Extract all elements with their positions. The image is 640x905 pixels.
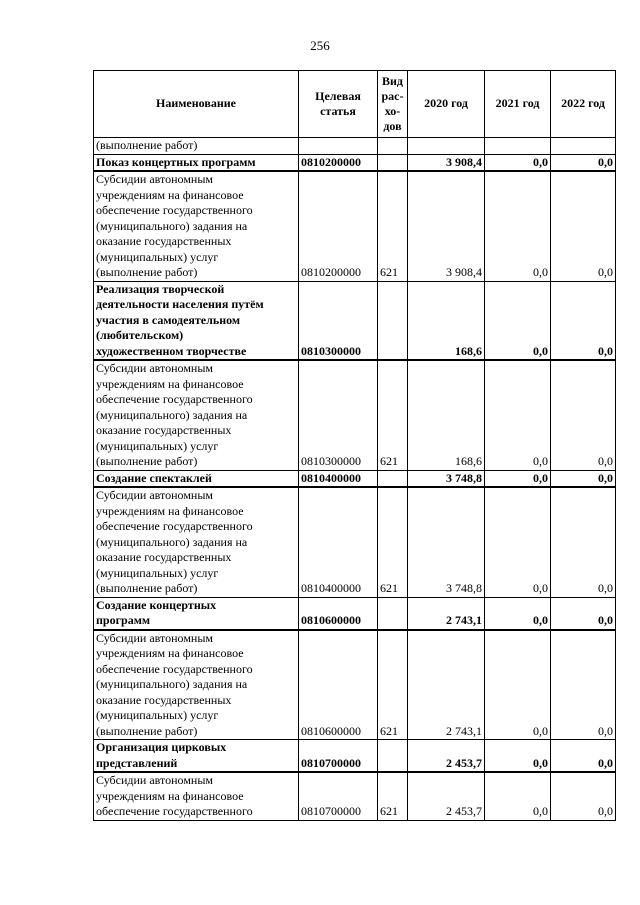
section-row <box>94 154 616 171</box>
cell-name <box>94 487 299 597</box>
cell-name-line: оказание государственных <box>96 423 232 437</box>
cell-kind <box>378 281 408 360</box>
table-row <box>94 138 616 155</box>
cell-2020: 3 908,4 <box>408 154 485 171</box>
page-number: 256 <box>310 38 330 53</box>
cell-name-line: (выполнение работ) <box>96 265 198 279</box>
cell-name-line: (выполнение работ) <box>96 581 198 595</box>
cell-kind <box>378 597 408 630</box>
cell-name-line: обеспечение государственного <box>96 519 253 533</box>
cell-2021 <box>485 138 551 155</box>
column-header-kind-line: Вид <box>382 74 403 88</box>
cell-name-line: деятельности населения путём <box>96 297 264 311</box>
table-row <box>94 630 616 740</box>
cell-kind: 621 <box>378 630 408 740</box>
cell-name-line: обеспечение государственного <box>96 661 253 676</box>
cell-name <box>94 630 299 740</box>
cell-kind <box>378 138 408 155</box>
cell-2022: 0,0 <box>551 360 616 470</box>
cell-2022: 0,0 <box>551 630 616 740</box>
cell-name <box>94 138 299 155</box>
cell-target: 0810200000 <box>299 154 378 171</box>
cell-name-line: (выполнение работ) <box>96 454 198 468</box>
section-row <box>94 597 616 630</box>
budget-table <box>93 70 616 821</box>
cell-name-line: Субсидии автономным <box>96 361 213 375</box>
table-row <box>94 171 616 281</box>
table-header-row <box>94 71 616 138</box>
cell-name-line: Организация цирковых <box>96 740 227 754</box>
cell-name-line: (муниципального) задания на <box>96 407 248 422</box>
cell-name-line: (выполнение работ) <box>96 138 198 152</box>
cell-name-line: (муниципального) задания на <box>96 534 248 549</box>
cell-2022: 0,0 <box>551 154 616 171</box>
column-header-kind-line: рас- <box>381 89 404 103</box>
cell-target: 0810700000 <box>299 740 378 773</box>
cell-2022: 0,0 <box>551 772 616 820</box>
cell-2020: 168,6 <box>408 281 485 360</box>
cell-name <box>94 281 299 360</box>
cell-name <box>94 360 299 470</box>
cell-name-line: учреждениям на финансовое <box>96 646 244 660</box>
cell-name-line: (муниципальных) услуг <box>96 438 219 453</box>
cell-name-line: представлений <box>96 755 178 770</box>
cell-name-line: обеспечение государственного <box>96 203 253 217</box>
cell-name-line: Субсидии автономным <box>96 630 213 645</box>
cell-name-line: учреждениям на финансовое <box>96 788 244 803</box>
cell-name-line: оказание государственных <box>96 692 232 707</box>
cell-name-line: участия в самодеятельном <box>96 312 241 327</box>
cell-kind <box>378 154 408 171</box>
column-header-2021: 2021 год <box>485 71 551 138</box>
cell-2020: 168,6 <box>408 360 485 470</box>
table-row <box>94 487 616 597</box>
table-body <box>94 138 616 821</box>
cell-2020: 3 748,8 <box>408 470 485 487</box>
cell-2021: 0,0 <box>485 487 551 597</box>
cell-target: 0810300000 <box>299 281 378 360</box>
table-row <box>94 772 616 820</box>
section-row <box>94 740 616 773</box>
cell-target: 0810600000 <box>299 597 378 630</box>
cell-name-line: (любительском) <box>96 328 184 342</box>
column-header-2020: 2020 год <box>408 71 485 138</box>
cell-2021: 0,0 <box>485 281 551 360</box>
cell-2020: 3 748,8 <box>408 487 485 597</box>
cell-2020: 2 453,7 <box>408 740 485 773</box>
cell-name-line: обеспечение государственного <box>96 804 253 818</box>
cell-kind: 621 <box>378 360 408 470</box>
column-header-kind-line: дов <box>383 119 402 133</box>
cell-target: 0810600000 <box>299 630 378 740</box>
cell-target: 0810300000 <box>299 360 378 470</box>
column-header-2022: 2022 год <box>551 71 616 138</box>
column-header-target: Целевая статья <box>299 71 378 138</box>
cell-name-line: Реализация творческой <box>96 281 225 296</box>
cell-name-line: Субсидии автономным <box>96 488 213 502</box>
cell-target: 0810400000 <box>299 487 378 597</box>
cell-target: 0810200000 <box>299 171 378 281</box>
cell-kind <box>378 470 408 487</box>
cell-name <box>94 171 299 281</box>
cell-2022: 0,0 <box>551 281 616 360</box>
cell-name-line: (муниципального) задания на <box>96 677 248 691</box>
cell-2021: 0,0 <box>485 740 551 773</box>
cell-2022 <box>551 138 616 155</box>
table-row <box>94 360 616 470</box>
cell-name-line: учреждениям на финансовое <box>96 376 244 391</box>
cell-name-line: (муниципальных) услуг <box>96 708 219 722</box>
cell-kind: 621 <box>378 171 408 281</box>
cell-2021: 0,0 <box>485 597 551 630</box>
cell-2021: 0,0 <box>485 630 551 740</box>
cell-2020: 2 743,1 <box>408 597 485 630</box>
cell-2022: 0,0 <box>551 487 616 597</box>
cell-kind: 621 <box>378 772 408 820</box>
cell-2020: 2 453,7 <box>408 772 485 820</box>
cell-name-line: (муниципального) задания на <box>96 218 248 233</box>
cell-name-line: (муниципальных) услуг <box>96 565 219 580</box>
cell-name-line: учреждениям на финансовое <box>96 503 244 518</box>
cell-2022: 0,0 <box>551 740 616 773</box>
column-header-name: Наименование <box>94 71 299 138</box>
cell-target: 0810700000 <box>299 772 378 820</box>
column-header-kind <box>378 71 408 138</box>
cell-name-line: Субсидии автономным <box>96 773 213 787</box>
section-row <box>94 281 616 360</box>
cell-name-line: программ <box>96 613 151 627</box>
cell-2021: 0,0 <box>485 171 551 281</box>
cell-name <box>94 470 299 487</box>
cell-name <box>94 597 299 630</box>
cell-2022: 0,0 <box>551 597 616 630</box>
cell-name-line: Создание спектаклей <box>96 470 212 485</box>
cell-name-line: (выполнение работ) <box>96 723 198 738</box>
cell-name <box>94 740 299 773</box>
cell-2020 <box>408 138 485 155</box>
cell-name-line: учреждениям на финансовое <box>96 187 244 202</box>
cell-2020: 3 908,4 <box>408 171 485 281</box>
column-header-kind-line: хо- <box>384 104 401 118</box>
cell-name <box>94 154 299 171</box>
cell-2021: 0,0 <box>485 154 551 171</box>
cell-kind <box>378 740 408 773</box>
cell-target: 0810400000 <box>299 470 378 487</box>
cell-name-line: Субсидии автономным <box>96 172 213 186</box>
cell-name-line: оказание государственных <box>96 234 232 248</box>
cell-name-line: Показ концертных программ <box>96 154 256 169</box>
cell-kind: 621 <box>378 487 408 597</box>
cell-name-line: (муниципальных) услуг <box>96 249 219 264</box>
cell-2021: 0,0 <box>485 360 551 470</box>
cell-name-line: оказание государственных <box>96 550 232 564</box>
cell-name <box>94 772 299 820</box>
cell-name-line: художественном творчестве <box>96 343 247 358</box>
cell-2022: 0,0 <box>551 171 616 281</box>
section-row <box>94 470 616 487</box>
cell-2022: 0,0 <box>551 470 616 487</box>
cell-2021: 0,0 <box>485 772 551 820</box>
cell-name-line: Создание концертных <box>96 597 217 612</box>
cell-2021: 0,0 <box>485 470 551 487</box>
cell-target <box>299 138 378 155</box>
cell-name-line: обеспечение государственного <box>96 392 253 406</box>
cell-2020: 2 743,1 <box>408 630 485 740</box>
